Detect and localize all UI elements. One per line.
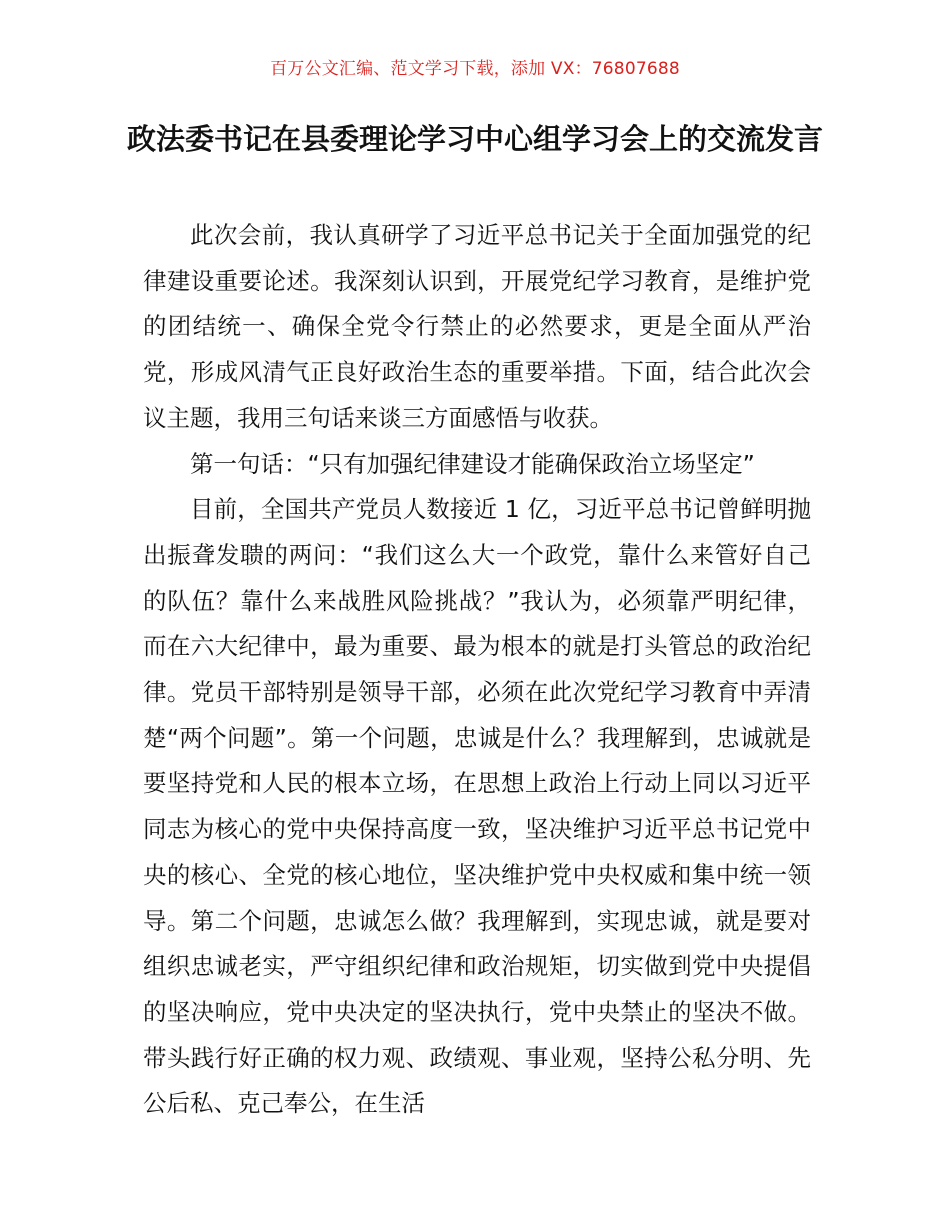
section-heading-1: 第一句话：“只有加强纪律建设才能确保政治立场坚定” <box>190 449 755 478</box>
section-1-paragraph: 目前，全国共产党员人数接近 1 亿，习近平总书记曾鲜明抛出振聋发聩的两问：“我们这么大一个政党，靠什么来管好自己的队伍？靠什么来战胜风险挑战？”我认为，必须靠严明纪律，而在六大纪律中，最为重要、最为根本的就是打头管总的政治纪律。党员干部特别是领导干部，必须在此次党纪学习教育中弄清楚“两个问题”。第一个问题，忠诚是什么？我理解到，忠诚就是要坚持党和人民的根本立场，在思想上政治上行动上同以习近平同志为核心的党中央保持高度一致，坚决维护习近平总书记党中央的核心、全党的核心地位，坚决维护党中央权威和集中统一领导。第二个问题，忠诚怎么做？我理解到，实现忠诚，就是要对组织忠诚老实，严守组织纪律和政治规矩，切实做到党中央提倡的坚决响应，党中央决定的坚决执行，党中央禁止的坚决不做。带头践行好正确的权力观、政绩观、事业观，坚持公私分明、先公后私、克己奉公，在生活 <box>143 495 811 1118</box>
document-title: 政法委书记在县委理论学习中心组学习会上的交流发言 <box>126 122 823 156</box>
document-body <box>143 213 811 1127</box>
intro-paragraph: 此次会前，我认真研学了习近平总书记关于全面加强党的纪律建设重要论述。我深刻认识到，开展党纪学习教育，是维护党的团结统一、确保全党令行禁止的必然要求，更是全面从严治党，形成风清气正良好政治生态的重要举措。下面，结合此次会议主题，我用三句话来谈三方面感悟与收获。 <box>143 221 811 432</box>
watermark-header: 百万公文汇编、范文学习下载，添加 VX：76807688 <box>270 59 680 79</box>
